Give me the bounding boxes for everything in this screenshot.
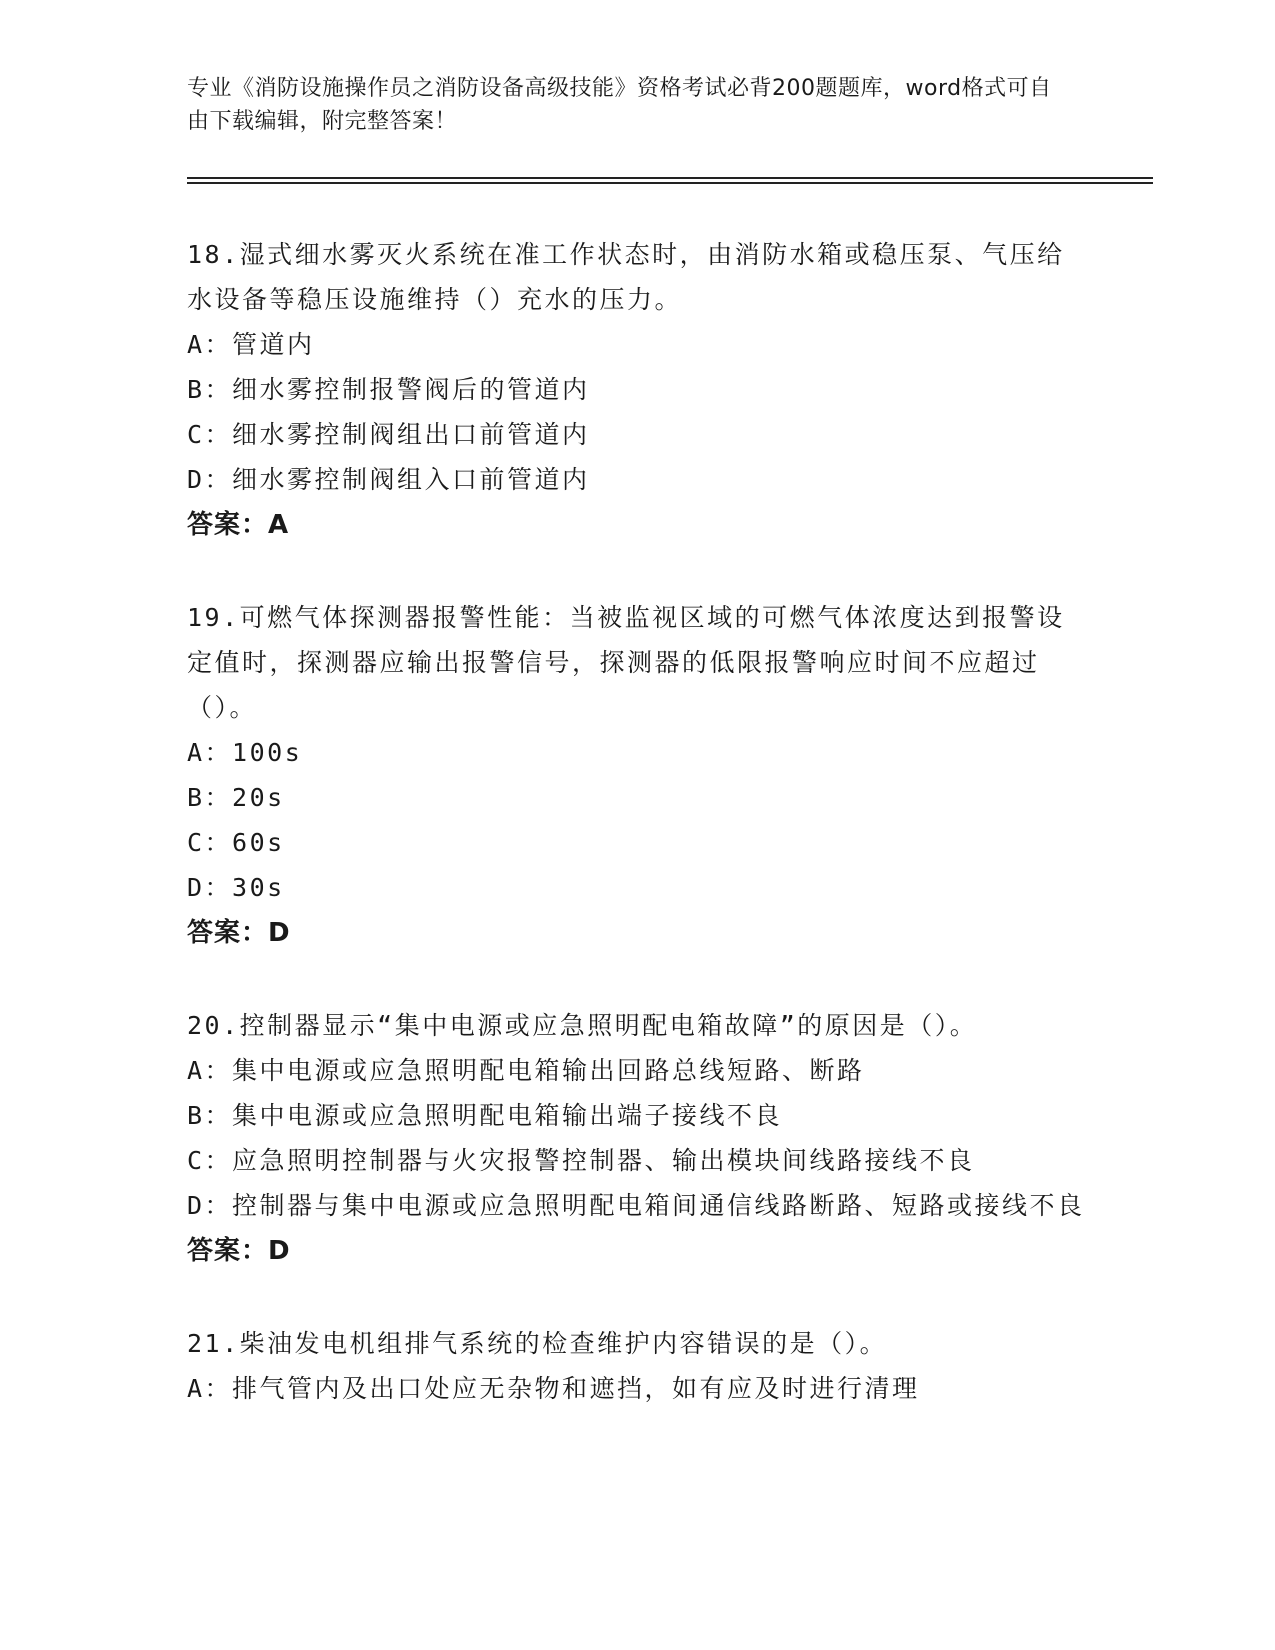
answer-value: D [268, 918, 291, 948]
option-c: C：应急照明控制器与火灾报警控制器、输出模块间线路接线不良 [187, 1146, 975, 1175]
question-stem: 19.可燃气体探测器报警性能：当被监视区域的可燃气体浓度达到报警设定值时，探测器应输出报警信号，探测器的低限报警响应时间不应超过（）。 [187, 603, 1065, 722]
option-b: B：细水雾控制报警阀后的管道内 [187, 375, 590, 404]
question-stem: 21.柴油发电机组排气系统的检查维护内容错误的是（）。 [187, 1329, 888, 1358]
option-a: A：管道内 [187, 330, 315, 359]
question-21 [187, 1321, 1087, 1411]
option-c: C：细水雾控制阀组出口前管道内 [187, 420, 590, 449]
answer-label: 答案： [187, 1236, 269, 1266]
answer-line [187, 910, 1087, 956]
option-d: D：30s [187, 873, 285, 902]
answer-label: 答案： [187, 918, 269, 948]
question-list [187, 232, 1087, 1458]
question-19 [187, 595, 1087, 956]
question-20 [187, 1003, 1087, 1274]
answer-label: 答案： [187, 510, 269, 540]
question-stem: 18.湿式细水雾灭火系统在准工作状态时，由消防水箱或稳压泵、气压给水设备等稳压设施维持（）充水的压力。 [187, 240, 1065, 314]
question-stem: 20.控制器显示“集中电源或应急照明配电箱故障”的原因是（）。 [187, 1011, 978, 1040]
question-18 [187, 232, 1087, 548]
option-a: A：集中电源或应急照明配电箱输出回路总线短路、断路 [187, 1056, 865, 1085]
answer-line [187, 502, 1087, 548]
option-a: A：100s [187, 738, 303, 767]
option-a: A：排气管内及出口处应无杂物和遮挡，如有应及时进行清理 [187, 1374, 920, 1403]
answer-value: A [268, 510, 290, 540]
answer-value: D [268, 1236, 291, 1266]
option-c: C：60s [187, 828, 285, 857]
header-divider-top [187, 177, 1153, 179]
answer-line [187, 1228, 1087, 1274]
option-b: B：集中电源或应急照明配电箱输出端子接线不良 [187, 1101, 783, 1130]
document-header [187, 72, 1067, 138]
option-b: B：20s [187, 783, 285, 812]
option-d: D：控制器与集中电源或应急照明配电箱间通信线路断路、短路或接线不良 [187, 1191, 1085, 1220]
option-d: D：细水雾控制阀组入口前管道内 [187, 465, 590, 494]
header-text: 专业《消防设施操作员之消防设备高级技能》资格考试必背200题题库，word格式可自由下载编辑，附完整答案！ [187, 76, 1052, 134]
header-divider-bottom [187, 182, 1153, 184]
